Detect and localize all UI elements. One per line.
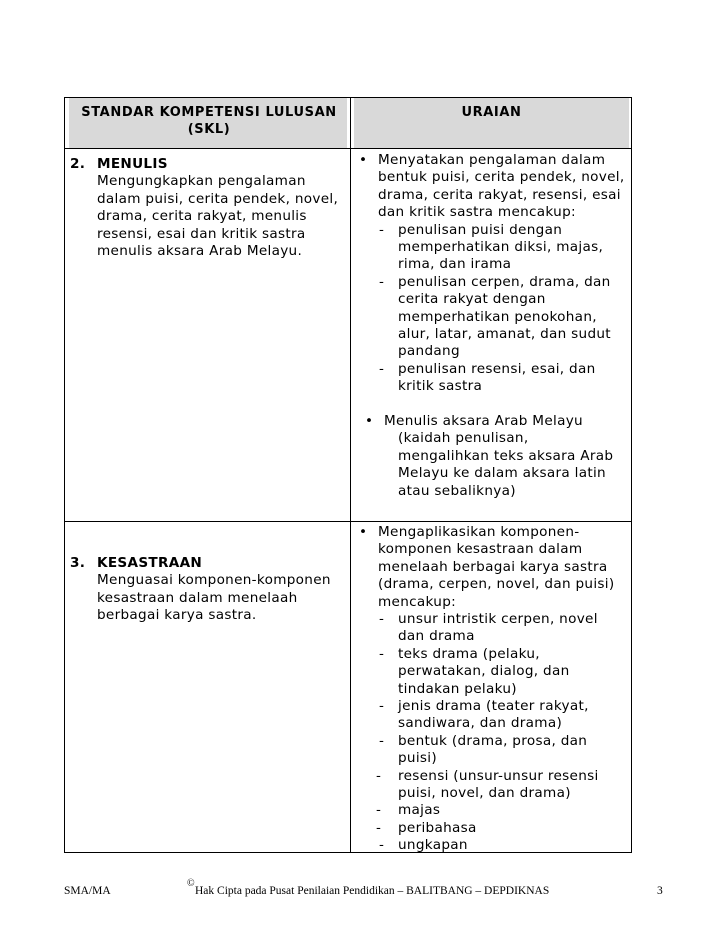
description-line: Menguasai komponen-komponen xyxy=(97,572,331,589)
description-line: resensi, esai dan kritik sastra xyxy=(97,225,306,242)
bullet-icon: • xyxy=(359,152,368,168)
row-description xyxy=(97,572,352,624)
uraian-line: peribahasa xyxy=(398,819,477,836)
uraian-line: mencakup: xyxy=(378,593,457,610)
bullet-icon: • xyxy=(359,524,368,540)
description-line: dalam puisi, cerita pendek, novel, xyxy=(97,190,339,207)
description-line: Mengungkapkan pengalaman xyxy=(97,173,306,190)
uraian-line: atau sebaliknya) xyxy=(398,482,516,499)
dash-marker: - xyxy=(379,360,385,377)
description-line: berbagai karya sastra. xyxy=(97,607,257,624)
uraian-line: majas xyxy=(398,802,441,819)
dash-marker: - xyxy=(379,221,385,238)
uraian-line: (drama, cerpen, novel, dan puisi) xyxy=(378,576,615,593)
dash-marker: - xyxy=(379,611,385,627)
description-line: kesastraan dalam menelaah xyxy=(97,589,298,606)
uraian-line: resensi (unsur-unsur resensi xyxy=(398,767,599,784)
uraian-line: mengalihkan teks aksara Arab xyxy=(398,447,614,464)
uraian-line: Mengaplikasikan komponen- xyxy=(378,524,580,540)
uraian-line: memperhatikan penokohan, xyxy=(398,308,597,325)
skl-table xyxy=(64,97,632,853)
uraian-line: sandiwara, dan drama) xyxy=(398,715,563,732)
header-uraian: URAIAN xyxy=(461,105,522,120)
uraian-line: puisi, novel, dan drama) xyxy=(398,785,571,801)
uraian-line: bentuk puisi, cerita pendek, novel, xyxy=(378,169,625,186)
dash-marker: - xyxy=(379,273,385,290)
uraian-line: ungkapan xyxy=(398,837,468,854)
description-line: drama, cerita rakyat, menulis xyxy=(97,208,307,225)
uraian-line: puisi) xyxy=(398,750,437,767)
uraian-line: unsur intristik cerpen, novel xyxy=(398,611,598,627)
row-divider xyxy=(65,521,631,522)
footer-copyright xyxy=(187,878,550,897)
uraian-line: alur, latar, amanat, dan sudut xyxy=(398,326,611,342)
uraian-line: rima, dan irama xyxy=(398,256,512,273)
uraian-line: dan drama xyxy=(398,628,475,645)
uraian-line: bentuk (drama, prosa, dan xyxy=(398,732,588,749)
uraian-line: dan kritik sastra mencakup: xyxy=(378,204,576,221)
uraian-line: (kaidah penulisan, xyxy=(398,430,529,447)
uraian-line: perwatakan, dialog, dan xyxy=(398,663,570,680)
dash-marker: - xyxy=(379,837,385,854)
uraian-line: Menyatakan pengalaman dalam xyxy=(378,152,606,168)
row-number: 3. xyxy=(70,555,86,571)
row-number: 2. xyxy=(70,156,86,172)
description-line: menulis aksara Arab Melayu. xyxy=(97,243,303,260)
uraian-line: pandang xyxy=(398,343,460,360)
uraian-line: penulisan cerpen, drama, dan xyxy=(398,273,611,290)
bullet-icon: • xyxy=(365,413,374,429)
footer-copyright-text: Hak Cipta pada Pusat Penilaian Pendidikan – BALITBANG – DEPDIKNAS xyxy=(195,885,550,897)
header-divider xyxy=(65,148,631,149)
dash-marker: - xyxy=(376,819,382,836)
dash-marker: - xyxy=(376,802,382,819)
uraian-line: drama, cerita rakyat, resensi, esai xyxy=(378,186,621,203)
dash-marker: - xyxy=(379,698,385,714)
uraian-line: penulisan resensi, esai, dan xyxy=(398,360,596,377)
dash-marker: - xyxy=(379,645,385,662)
uraian-line: komponen kesastraan dalam xyxy=(378,541,583,558)
uraian-line: kritik sastra xyxy=(398,378,483,395)
row-title: KESASTRAAN xyxy=(97,555,203,571)
row-title: MENULIS xyxy=(97,156,168,172)
copyright-icon: © xyxy=(187,878,195,889)
uraian-line: jenis drama (teater rakyat, xyxy=(398,698,589,714)
uraian-line: tindakan pelaku) xyxy=(398,680,517,697)
uraian-line: Melayu ke dalam aksara latin xyxy=(398,465,606,482)
footer-page-number: 3 xyxy=(657,885,663,897)
header-skl: STANDAR KOMPETENSI LULUSAN (SKL) xyxy=(81,105,337,137)
uraian-line: penulisan puisi dengan xyxy=(398,221,563,238)
uraian-line: cerita rakyat dengan xyxy=(398,291,546,308)
uraian-line: menelaah berbagai karya sastra xyxy=(378,558,608,575)
dash-marker: - xyxy=(379,732,385,749)
uraian-line: memperhatikan diksi, majas, xyxy=(398,239,604,255)
uraian-line: Menulis aksara Arab Melayu xyxy=(384,413,583,429)
row-description xyxy=(97,173,352,260)
uraian-line: teks drama (pelaku, xyxy=(398,645,540,662)
dash-marker: - xyxy=(376,767,382,784)
footer-school-level: SMA/MA xyxy=(64,885,111,897)
